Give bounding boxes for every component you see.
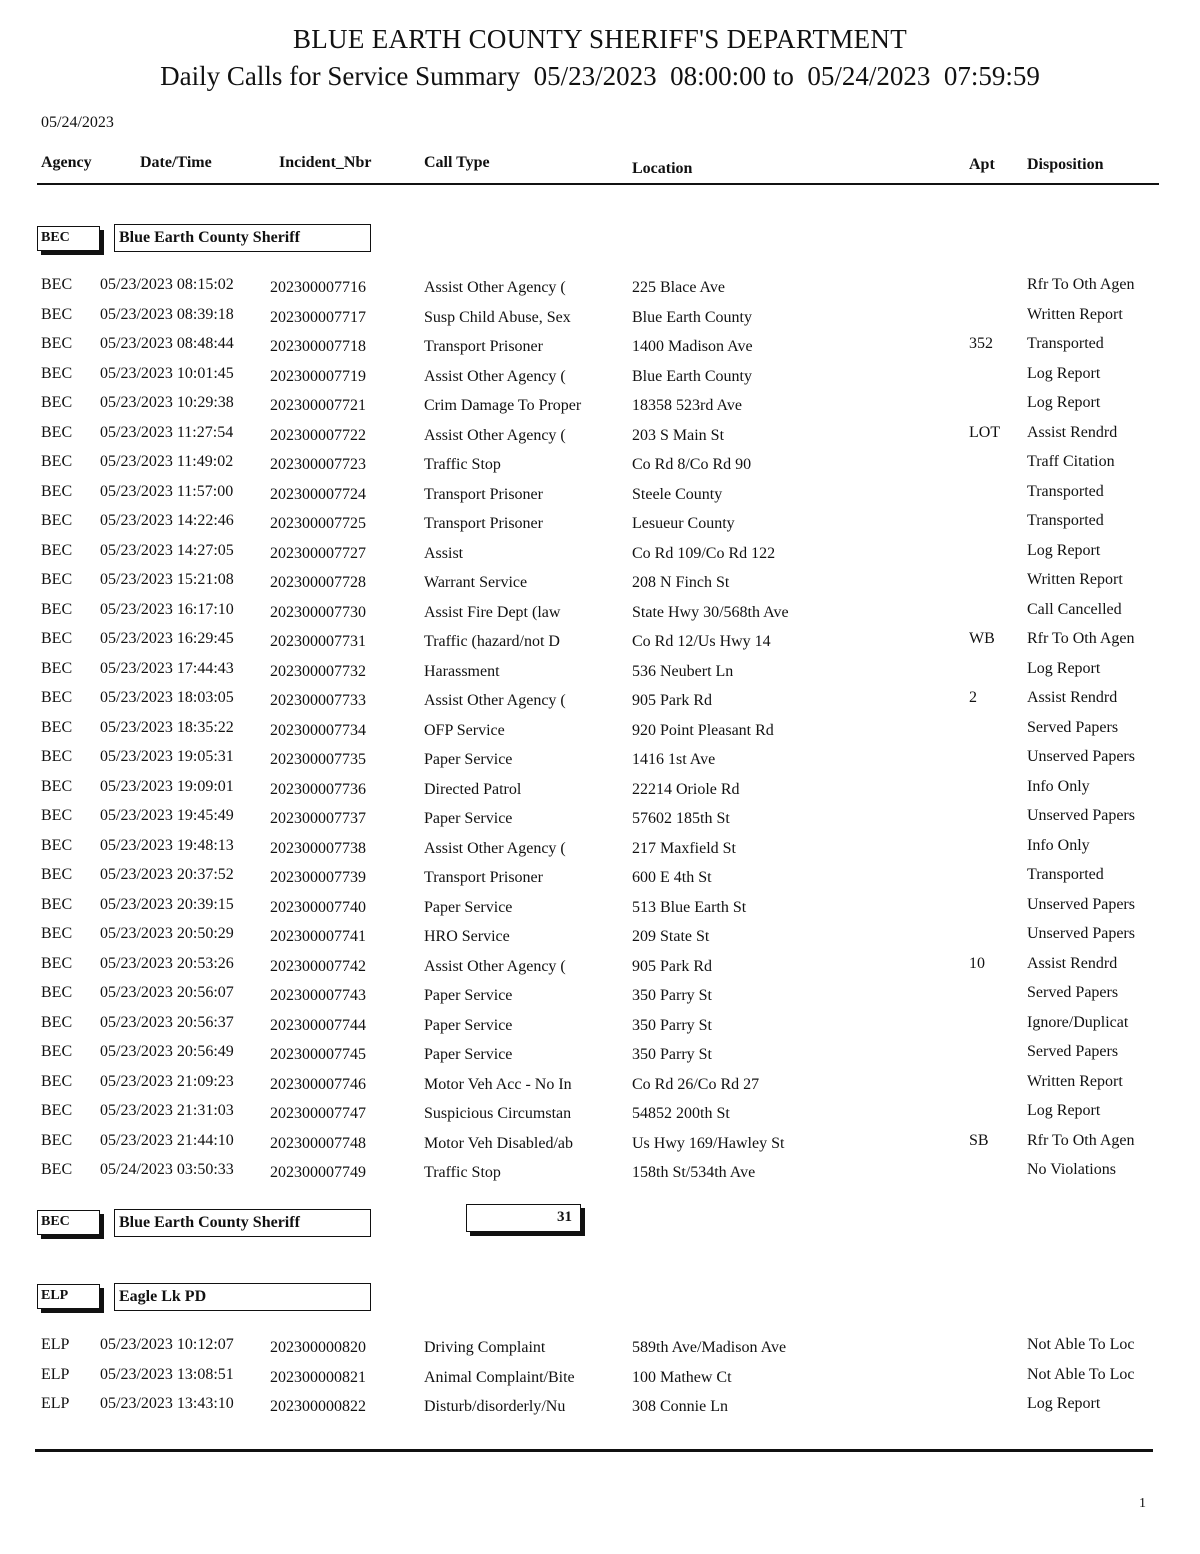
group-footer-name-box: Blue Earth County Sheriff: [114, 1209, 371, 1237]
incident-number-cell: 202300000820: [270, 1339, 366, 1356]
incident-number-cell: 202300007721: [270, 397, 366, 414]
agency-cell: BEC: [41, 1131, 73, 1149]
agency-cell: BEC: [41, 1072, 73, 1090]
agency-cell: BEC: [41, 866, 73, 883]
table-row: [0, 483, 1200, 513]
table-row: [0, 394, 1200, 424]
agency-cell: BEC: [41, 777, 73, 795]
agency-cell: BEC: [41, 836, 73, 854]
incident-number-cell: 202300000821: [270, 1368, 366, 1386]
datetime-cell: 05/23/2023 08:39:18: [100, 305, 234, 323]
location-cell: 100 Mathew Ct: [632, 1368, 732, 1386]
location-cell: Blue Earth County: [632, 367, 752, 385]
datetime-cell: 05/23/2023 14:22:46: [100, 512, 234, 529]
location-cell: 57602 185th St: [632, 810, 730, 827]
location-cell: 536 Neubert Ln: [632, 662, 734, 680]
table-row: [0, 630, 1200, 660]
table-row: [0, 925, 1200, 955]
column-header-datetime: Date/Time: [140, 154, 212, 171]
print-date: 05/24/2023: [41, 114, 114, 131]
calls-table-elp: [0, 1336, 1200, 1425]
disposition-cell: Unserved Papers: [1027, 807, 1135, 824]
table-row: [0, 1366, 1200, 1396]
agency-cell: BEC: [41, 335, 73, 352]
location-cell: 350 Parry St: [632, 1016, 712, 1034]
call-type-cell: Assist Other Agency (: [424, 426, 566, 444]
datetime-cell: 05/23/2023 13:43:10: [100, 1395, 234, 1412]
disposition-cell: Unserved Papers: [1027, 895, 1135, 913]
incident-number-cell: 202300007739: [270, 869, 366, 886]
call-type-cell: Paper Service: [424, 987, 513, 1004]
disposition-cell: Transported: [1027, 482, 1104, 500]
datetime-cell: 05/23/2023 08:15:02: [100, 276, 234, 293]
call-type-cell: Transport Prisoner: [424, 869, 543, 886]
disposition-cell: Ignore/Duplicat: [1027, 1013, 1129, 1031]
call-type-cell: Driving Complaint: [424, 1339, 546, 1356]
datetime-cell: 05/23/2023 15:21:08: [100, 571, 234, 588]
disposition-cell: Served Papers: [1027, 984, 1119, 1001]
disposition-cell: Assist Rendrd: [1027, 423, 1118, 441]
table-row: [0, 542, 1200, 572]
column-header-call-type: Call Type: [424, 154, 490, 171]
agency-cell: BEC: [41, 659, 73, 677]
disposition-cell: Unserved Papers: [1027, 925, 1135, 942]
disposition-cell: Not Able To Loc: [1027, 1336, 1135, 1353]
agency-cell: BEC: [41, 925, 73, 942]
table-row: [0, 1161, 1200, 1191]
call-type-cell: Assist Fire Dept (law: [424, 603, 561, 621]
incident-number-cell: 202300007736: [270, 780, 366, 798]
datetime-cell: 05/23/2023 17:44:43: [100, 659, 234, 677]
calls-table-bec: [0, 276, 1200, 1191]
disposition-cell: Info Only: [1027, 777, 1090, 795]
disposition-cell: Log Report: [1027, 364, 1101, 382]
disposition-cell: Assist Rendrd: [1027, 689, 1118, 706]
location-cell: Blue Earth County: [632, 308, 752, 326]
incident-number-cell: 202300007722: [270, 426, 366, 444]
call-type-cell: Warrant Service: [424, 574, 528, 591]
incident-number-cell: 202300000822: [270, 1398, 366, 1415]
datetime-cell: 05/23/2023 10:12:07: [100, 1336, 234, 1353]
apt-cell: SB: [969, 1131, 989, 1149]
datetime-cell: 05/23/2023 20:39:15: [100, 895, 234, 913]
disposition-cell: Log Report: [1027, 394, 1101, 411]
incident-number-cell: 202300007746: [270, 1075, 366, 1093]
agency-cell: BEC: [41, 512, 73, 529]
location-cell: 217 Maxfield St: [632, 839, 736, 857]
agency-cell: BEC: [41, 954, 73, 972]
datetime-cell: 05/23/2023 13:08:51: [100, 1365, 234, 1383]
apt-cell: 352: [969, 335, 993, 352]
agency-cell: BEC: [41, 571, 73, 588]
datetime-cell: 05/23/2023 11:49:02: [100, 453, 234, 470]
table-row: [0, 1336, 1200, 1366]
datetime-cell: 05/24/2023 03:50:33: [100, 1161, 234, 1178]
location-cell: Us Hwy 169/Hawley St: [632, 1134, 785, 1152]
table-row: [0, 984, 1200, 1014]
agency-cell: BEC: [41, 453, 73, 470]
apt-cell: WB: [969, 630, 995, 647]
agency-cell: ELP: [41, 1395, 70, 1412]
table-row: [0, 719, 1200, 749]
call-type-cell: Transport Prisoner: [424, 338, 543, 355]
incident-number-cell: 202300007718: [270, 338, 366, 355]
table-row: [0, 1102, 1200, 1132]
incident-number-cell: 202300007737: [270, 810, 366, 827]
location-cell: 54852 200th St: [632, 1105, 730, 1122]
datetime-cell: 05/23/2023 21:09:23: [100, 1072, 234, 1090]
datetime-cell: 05/23/2023 11:57:00: [100, 482, 234, 500]
call-type-cell: Animal Complaint/Bite: [424, 1368, 575, 1386]
datetime-cell: 05/23/2023 20:50:29: [100, 925, 234, 942]
agency-cell: BEC: [41, 689, 73, 706]
incident-number-cell: 202300007730: [270, 603, 366, 621]
group-count-box: 31: [466, 1204, 581, 1232]
agency-cell: BEC: [41, 541, 73, 559]
location-cell: 18358 523rd Ave: [632, 397, 742, 414]
datetime-cell: 05/23/2023 20:56:37: [100, 1013, 234, 1031]
table-row: [0, 1073, 1200, 1103]
table-row: [0, 512, 1200, 542]
call-type-cell: Paper Service: [424, 751, 513, 768]
datetime-cell: 05/23/2023 19:48:13: [100, 836, 234, 854]
agency-cell: BEC: [41, 482, 73, 500]
agency-cell: BEC: [41, 1013, 73, 1031]
datetime-cell: 05/23/2023 16:29:45: [100, 630, 234, 647]
table-row: [0, 335, 1200, 365]
location-cell: 208 N Finch St: [632, 574, 730, 591]
disposition-cell: Written Report: [1027, 1072, 1123, 1090]
table-row: [0, 424, 1200, 454]
bottom-rule: [35, 1449, 1153, 1452]
table-row: [0, 601, 1200, 631]
incident-number-cell: 202300007740: [270, 898, 366, 916]
call-type-cell: Traffic Stop: [424, 1164, 501, 1181]
agency-cell: ELP: [41, 1336, 70, 1353]
report-subtitle: Daily Calls for Service Summary 05/23/2023 08:00:00 to 05/24/2023 07:59:59: [160, 61, 1040, 91]
call-type-cell: Assist Other Agency (: [424, 692, 566, 709]
call-type-cell: Paper Service: [424, 1046, 513, 1063]
disposition-cell: Traff Citation: [1027, 453, 1115, 470]
location-cell: Co Rd 26/Co Rd 27: [632, 1075, 760, 1093]
location-cell: State Hwy 30/568th Ave: [632, 603, 789, 621]
disposition-cell: Log Report: [1027, 659, 1101, 677]
apt-cell: 2: [969, 689, 977, 706]
location-cell: Lesueur County: [632, 515, 735, 532]
location-cell: 905 Park Rd: [632, 957, 712, 975]
location-cell: 1416 1st Ave: [632, 751, 716, 768]
agency-cell: BEC: [41, 276, 73, 293]
report-title: BLUE EARTH COUNTY SHERIFF'S DEPARTMENT: [292, 24, 908, 54]
call-type-cell: Motor Veh Acc - No In: [424, 1075, 572, 1093]
call-type-cell: Transport Prisoner: [424, 515, 543, 532]
table-row: [0, 453, 1200, 483]
agency-cell: ELP: [41, 1365, 70, 1383]
call-type-cell: Paper Service: [424, 810, 513, 827]
table-row: [0, 896, 1200, 926]
incident-number-cell: 202300007716: [270, 279, 366, 296]
disposition-cell: Not Able To Loc: [1027, 1365, 1135, 1383]
datetime-cell: 05/23/2023 10:01:45: [100, 364, 234, 382]
incident-number-cell: 202300007738: [270, 839, 366, 857]
disposition-cell: Log Report: [1027, 1395, 1101, 1412]
incident-number-cell: 202300007742: [270, 957, 366, 975]
datetime-cell: 05/23/2023 19:05:31: [100, 748, 234, 765]
datetime-cell: 05/23/2023 14:27:05: [100, 541, 234, 559]
call-type-cell: Traffic (hazard/not D: [424, 633, 560, 650]
call-type-cell: Transport Prisoner: [424, 485, 543, 503]
table-row: [0, 955, 1200, 985]
disposition-cell: Written Report: [1027, 305, 1123, 323]
datetime-cell: 05/23/2023 20:56:07: [100, 984, 234, 1001]
incident-number-cell: 202300007719: [270, 367, 366, 385]
incident-number-cell: 202300007732: [270, 662, 366, 680]
header-rule: [37, 183, 1159, 185]
location-cell: 209 State St: [632, 928, 710, 945]
agency-cell: BEC: [41, 364, 73, 382]
disposition-cell: Served Papers: [1027, 718, 1119, 736]
datetime-cell: 05/23/2023 20:53:26: [100, 954, 234, 972]
agency-cell: BEC: [41, 1043, 73, 1060]
table-row: [0, 365, 1200, 395]
agency-cell: BEC: [41, 984, 73, 1001]
column-header-apt: Apt: [969, 156, 995, 173]
agency-cell: BEC: [41, 718, 73, 736]
agency-cell: BEC: [41, 1102, 73, 1119]
agency-cell: BEC: [41, 305, 73, 323]
disposition-cell: Served Papers: [1027, 1043, 1119, 1060]
call-type-cell: Suspicious Circumstan: [424, 1105, 572, 1122]
disposition-cell: Assist Rendrd: [1027, 954, 1118, 972]
incident-number-cell: 202300007748: [270, 1134, 366, 1152]
incident-number-cell: 202300007734: [270, 721, 366, 739]
agency-cell: BEC: [41, 1161, 73, 1178]
call-type-cell: Assist Other Agency (: [424, 957, 566, 975]
incident-number-cell: 202300007749: [270, 1164, 366, 1181]
group-name-box: Blue Earth County Sheriff: [114, 224, 371, 252]
table-row: [0, 689, 1200, 719]
incident-number-cell: 202300007723: [270, 456, 366, 473]
agency-cell: BEC: [41, 394, 73, 411]
incident-number-cell: 202300007717: [270, 308, 366, 326]
incident-number-cell: 202300007745: [270, 1046, 366, 1063]
table-row: [0, 748, 1200, 778]
incident-number-cell: 202300007743: [270, 987, 366, 1004]
call-type-cell: Assist Other Agency (: [424, 279, 566, 296]
table-row: [0, 1395, 1200, 1425]
datetime-cell: 05/23/2023 21:44:10: [100, 1131, 234, 1149]
disposition-cell: Transported: [1027, 866, 1104, 883]
call-type-cell: Traffic Stop: [424, 456, 501, 473]
datetime-cell: 05/23/2023 20:37:52: [100, 866, 234, 883]
disposition-cell: Log Report: [1027, 541, 1101, 559]
column-header-disposition: Disposition: [1027, 156, 1104, 173]
table-row: [0, 1043, 1200, 1073]
disposition-cell: Transported: [1027, 335, 1104, 352]
call-type-cell: Assist Other Agency (: [424, 367, 566, 385]
call-type-cell: Susp Child Abuse, Sex: [424, 308, 571, 326]
apt-cell: 10: [969, 954, 985, 972]
disposition-cell: Rfr To Oth Agen: [1027, 630, 1135, 647]
group-code-box: BEC: [37, 226, 100, 251]
datetime-cell: 05/23/2023 18:03:05: [100, 689, 234, 706]
table-row: [0, 1014, 1200, 1044]
location-cell: 350 Parry St: [632, 1046, 712, 1063]
datetime-cell: 05/23/2023 10:29:38: [100, 394, 234, 411]
incident-number-cell: 202300007731: [270, 633, 366, 650]
group-footer-code-box: BEC: [37, 1210, 100, 1235]
group-code-box: ELP: [37, 1284, 100, 1309]
call-type-cell: Paper Service: [424, 898, 513, 916]
location-cell: 22214 Oriole Rd: [632, 780, 740, 798]
call-type-cell: Motor Veh Disabled/ab: [424, 1134, 574, 1152]
table-row: [0, 306, 1200, 336]
location-cell: 513 Blue Earth St: [632, 898, 747, 916]
call-type-cell: Harassment: [424, 662, 500, 680]
disposition-cell: Log Report: [1027, 1102, 1101, 1119]
datetime-cell: 05/23/2023 18:35:22: [100, 718, 234, 736]
group-name-box: Eagle Lk PD: [114, 1283, 371, 1311]
datetime-cell: 05/23/2023 19:09:01: [100, 777, 234, 795]
datetime-cell: 05/23/2023 11:27:54: [100, 423, 234, 441]
incident-number-cell: 202300007735: [270, 751, 366, 768]
column-header-location: Location: [632, 160, 693, 177]
disposition-cell: Rfr To Oth Agen: [1027, 1131, 1135, 1149]
page-number: 1: [1139, 1496, 1146, 1511]
location-cell: 905 Park Rd: [632, 692, 712, 709]
incident-number-cell: 202300007727: [270, 544, 366, 562]
datetime-cell: 05/23/2023 16:17:10: [100, 600, 234, 618]
disposition-cell: Call Cancelled: [1027, 600, 1122, 618]
call-type-cell: HRO Service: [424, 928, 510, 945]
location-cell: 600 E 4th St: [632, 869, 712, 886]
disposition-cell: Rfr To Oth Agen: [1027, 276, 1135, 293]
call-type-cell: Paper Service: [424, 1016, 513, 1034]
call-type-cell: Directed Patrol: [424, 780, 522, 798]
location-cell: 589th Ave/Madison Ave: [632, 1339, 787, 1356]
location-cell: 350 Parry St: [632, 987, 712, 1004]
incident-number-cell: 202300007725: [270, 515, 366, 532]
location-cell: Co Rd 8/Co Rd 90: [632, 456, 752, 473]
disposition-cell: Info Only: [1027, 836, 1090, 854]
datetime-cell: 05/23/2023 08:48:44: [100, 335, 234, 352]
agency-cell: BEC: [41, 807, 73, 824]
apt-cell: LOT: [969, 423, 1001, 441]
incident-number-cell: 202300007744: [270, 1016, 366, 1034]
incident-number-cell: 202300007724: [270, 485, 366, 503]
location-cell: Co Rd 12/Us Hwy 14: [632, 633, 771, 650]
column-header-incident: Incident_Nbr: [279, 154, 372, 171]
disposition-cell: No Violations: [1027, 1161, 1116, 1178]
table-row: [0, 571, 1200, 601]
datetime-cell: 05/23/2023 21:31:03: [100, 1102, 234, 1119]
location-cell: 1400 Madison Ave: [632, 338, 753, 355]
location-cell: 308 Connie Ln: [632, 1398, 728, 1415]
column-header-agency: Agency: [41, 154, 92, 171]
disposition-cell: Unserved Papers: [1027, 748, 1135, 765]
table-row: [0, 866, 1200, 896]
table-row: [0, 660, 1200, 690]
location-cell: 920 Point Pleasant Rd: [632, 721, 774, 739]
datetime-cell: 05/23/2023 19:45:49: [100, 807, 234, 824]
agency-cell: BEC: [41, 600, 73, 618]
location-cell: 203 S Main St: [632, 426, 725, 444]
agency-cell: BEC: [41, 630, 73, 647]
table-row: [0, 1132, 1200, 1162]
incident-number-cell: 202300007728: [270, 574, 366, 591]
agency-cell: BEC: [41, 423, 73, 441]
location-cell: Co Rd 109/Co Rd 122: [632, 544, 776, 562]
call-type-cell: Assist: [424, 544, 464, 562]
incident-number-cell: 202300007747: [270, 1105, 366, 1122]
table-row: [0, 778, 1200, 808]
incident-number-cell: 202300007741: [270, 928, 366, 945]
call-type-cell: OFP Service: [424, 721, 505, 739]
call-type-cell: Crim Damage To Proper: [424, 397, 582, 414]
disposition-cell: Written Report: [1027, 571, 1123, 588]
table-row: [0, 837, 1200, 867]
disposition-cell: Transported: [1027, 512, 1104, 529]
call-type-cell: Assist Other Agency (: [424, 839, 566, 857]
agency-cell: BEC: [41, 748, 73, 765]
location-cell: 225 Blace Ave: [632, 279, 726, 296]
location-cell: 158th St/534th Ave: [632, 1164, 756, 1181]
table-row: [0, 276, 1200, 306]
location-cell: Steele County: [632, 485, 723, 503]
table-row: [0, 807, 1200, 837]
call-type-cell: Disturb/disorderly/Nu: [424, 1398, 566, 1415]
incident-number-cell: 202300007733: [270, 692, 366, 709]
agency-cell: BEC: [41, 895, 73, 913]
datetime-cell: 05/23/2023 20:56:49: [100, 1043, 234, 1060]
